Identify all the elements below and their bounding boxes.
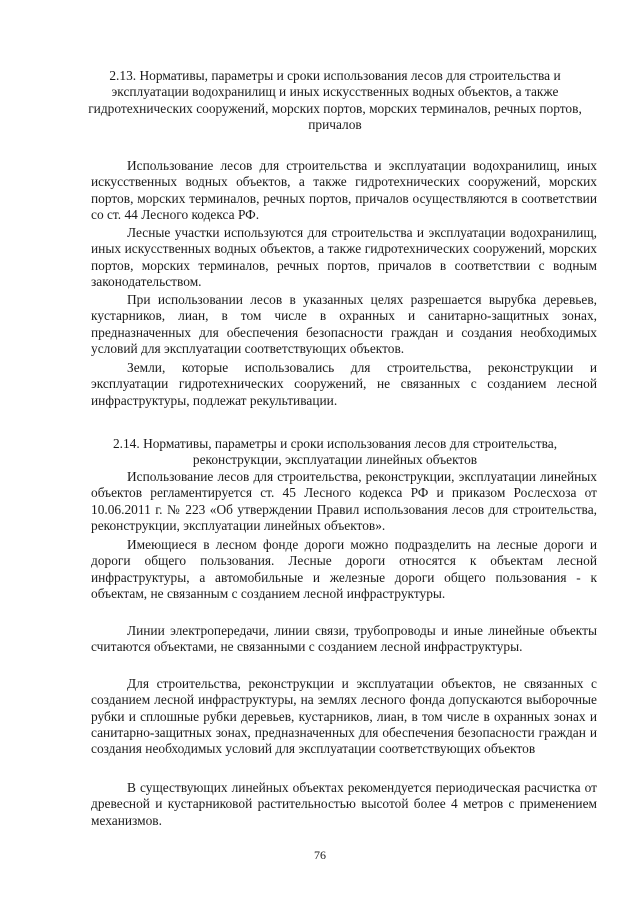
- section-2-14-paragraph-4: Для строительства, реконструкции и эксплуатации объектов, не связанных с созданием лесной инфраструктуры, на землях лесного фонда допускаются выборочные рубки и сплошные рубки деревьев, кустарников, лиан, в том числе в охранных зонах и санитарно-защитных зонах, предназначенных для обеспечения безопасности граждан и создания необходимых условий для эксплуатации соответствующих объектов: [91, 676, 597, 757]
- section-2-14-paragraph-1: Использование лесов для строительства, реконструкции, эксплуатации линейных объектов регламентируется ст. 45 Лесного кодекса РФ и приказом Рослесхоза от 10.06.2011 г. № 223 «Об утверждении Правил использования лесов для строительства, реконструкции, эксплуатации линейных объектов».: [91, 469, 597, 533]
- section-2-14-heading: 2.14. Нормативы, параметры и сроки использования лесов для строительства, реконструкции, эксплуатации линейных объектов: [112, 436, 558, 468]
- section-2-13-paragraph-2: Лесные участки используются для строительства и эксплуатации водохранилищ, иных искусственных водных объектов, а также гидротехнических сооружений, морских портов, морских терминалов, речных портов, причалов в соответствии с водным законодательством.: [91, 225, 597, 289]
- section-2-14-paragraph-3: Линии электропередачи, линии связи, трубопроводы и иные линейные объекты считаются объектами, не связанными с созданием лесной инфраструктуры.: [91, 623, 597, 655]
- section-2-13-paragraph-4: Земли, которые использовались для строительства, реконструкции и эксплуатации гидротехнических сооружений, не связанных с созданием лесной инфраструктуры, подлежат рекультивации.: [91, 360, 597, 408]
- section-2-13-paragraph-3: При использовании лесов в указанных целях разрешается вырубка деревьев, кустарников, лиан, в том числе в охранных и санитарно-защитных зонах, предназначенных для обеспечения безопасности граждан и создания необходимых условий для эксплуатации соответствующих объектов.: [91, 292, 597, 356]
- section-2-13-paragraph-1: Использование лесов для строительства и эксплуатации водохранилищ, иных искусственных водных объектов, а также гидротехнических сооружений, морских портов, морских терминалов, речных портов, причалов осуществляются в соответствии со ст. 44 Лесного кодекса РФ.: [91, 158, 597, 222]
- section-2-13-heading: 2.13. Нормативы, параметры и сроки использования лесов для строительства и эксплуатации водохранилищ и иных искусственных водных объектов, а также гидротехнических сооружений, морских портов, морских терминалов, речных портов, причалов: [88, 68, 582, 132]
- section-2-14-paragraph-5: В существующих линейных объектах рекомендуется периодическая расчистка от древесной и кустарниковой растительностью высотой более 4 метров с применением механизмов.: [91, 780, 597, 828]
- page-number: 76: [314, 848, 326, 862]
- section-2-14-paragraph-2: Имеющиеся в лесном фонде дороги можно подразделить на лесные дороги и дороги общего пользования. Лесные дороги относятся к объектам лесной инфраструктуры, а автомобильные и железные дороги общего пользования - к объектам, не связанным с созданием лесной инфраструктуры.: [91, 537, 597, 601]
